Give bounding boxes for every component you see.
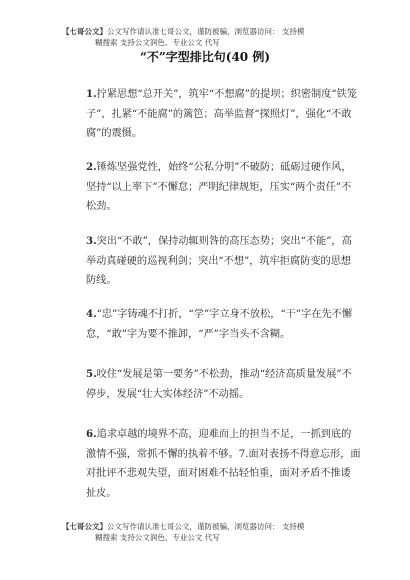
paragraph-number: 2. <box>86 161 97 173</box>
paragraph-text: 追求卓越的境界不高，迎难而上的担当不足，一抓到底的激情不强，常抓不懈的执着不够。7.面对表扬不得意忘形，面对批评不悲观失望，面对困难不拈轻怕重，面对矛盾不推诿扯皮。 <box>86 429 361 499</box>
header-brand: 【七哥公文】 <box>62 27 107 36</box>
footer-brand: 【七哥公文】 <box>62 522 107 531</box>
paragraph-number: 3. <box>86 235 97 247</box>
paragraph-text: “忠”字铸魂不打折，“学”字立身不放松，“干”字在先不懈怠，“敢”字为要不推卸，“严”字当头不含糊。 <box>86 309 353 340</box>
paragraph-number: 6. <box>86 428 97 440</box>
paragraph-number: 4. <box>86 308 97 320</box>
paragraph-4 <box>86 305 361 344</box>
paragraph-5 <box>86 365 361 404</box>
header-notice-line1 <box>62 26 362 37</box>
footer-notice-line2: 糊搜索 支持公文润色、专业公文 代写 <box>95 533 220 542</box>
footer-notice-text: 公文写作请认准七哥公文，谨防被骗，浏览器访问： 支持模 <box>107 522 305 531</box>
header-notice <box>62 26 362 48</box>
paragraph-2 <box>86 158 361 217</box>
footer-notice <box>62 521 362 543</box>
footer-notice-line1 <box>62 521 362 532</box>
paragraph-text: 突出“不敢”，保持动辄则咎的高压态势；突出“不能”，高举动真碰硬的巡视利剑；突出“不想”，筑牢拒腐防变的思想防线。 <box>86 236 352 286</box>
header-notice-line2: 糊搜索 支持公文润色、专业公文 代写 <box>95 38 220 47</box>
paragraph-6 <box>86 425 361 503</box>
paragraph-number: 1. <box>86 88 97 100</box>
paragraph-1 <box>86 85 361 144</box>
paragraph-text: 咬住“发展是第一要务”不松劲，推动“经济高质量发展”不停步，发展“壮大实体经济”不动摇。 <box>86 369 352 400</box>
paragraph-number: 5. <box>86 368 97 380</box>
paragraph-text: 拧紧思想“总开关”，筑牢“不想腐”的提坝；织密制度“铁笼子”，扎紧“不能腐”的篱笆；高举监督“探照灯”，强化“不敢腐”的震慑。 <box>86 89 357 139</box>
document-title: “不”字型排比句(40 例) <box>139 50 271 64</box>
header-notice-text: 公文写作请认准七哥公文，谨防被骗，浏览器访问： 支持模 <box>107 27 305 36</box>
paragraph-3 <box>86 232 361 291</box>
paragraph-text: 锤炼坚强党性，始终“公私分明”不破防；砥砺过硬作风，坚持“以上率下”不懈怠；严明纪律规矩，压实“两个责任”不松劲。 <box>86 162 352 212</box>
